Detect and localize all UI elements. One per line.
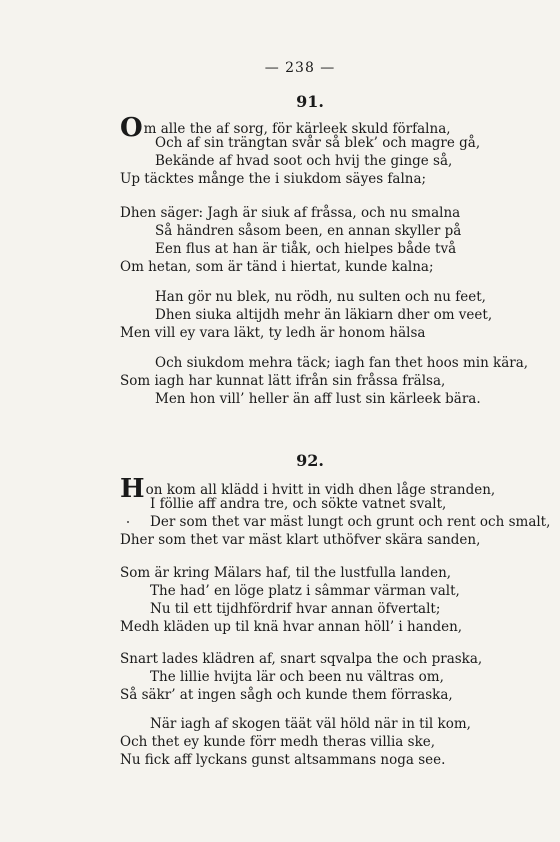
poem-line: Medh kläden up til knä hvar annan höll’ i handen, [120, 619, 463, 635]
poem-line: Han gör nu blek, nu rödh, nu sulten och nu feet, [155, 289, 486, 305]
poem-number: 92. [296, 451, 324, 470]
poem-line: Men vill ey vara läkt, ty ledh är honom hälsa [120, 325, 426, 341]
poem-line: Snart lades klädren af, snart sqvalpa the och praska, [120, 651, 483, 667]
poem-line: Der som thet var mäst lungt och grunt och rent och smalt, [150, 514, 551, 530]
poem-line: Så händren såsom been, en annan skyller på [155, 223, 462, 239]
poem-line: The had’ en löge platz i sâmmar värman valt, [150, 583, 460, 599]
poem-line: Och af sin trängtan svår så blek’ och magre gå, [155, 135, 481, 151]
poem-line: I föllie aff andra tre, och sökte vatnet svalt, [150, 496, 447, 512]
poem-line: Nu fick aff lyckans gunst altsammans noga see. [120, 752, 446, 768]
drop-cap: O [120, 113, 143, 143]
line-text: on kom all klädd i hvitt in vidh dhen låge stranden, [145, 482, 496, 498]
poem-line: Dher som thet var mäst klart uthöfver skära sanden, [120, 532, 481, 548]
ink-speck [127, 521, 129, 523]
poem-line: Men hon vill’ heller än aff lust sin kärleek bära. [155, 391, 481, 407]
poem-number: 91. [296, 92, 324, 111]
poem-line: Så säkr’ at ingen sågh och kunde them förraska, [120, 687, 453, 703]
page-number: — 238 — [264, 60, 336, 76]
poem-line: Up täcktes månge the i siukdom säyes falna; [120, 171, 427, 187]
drop-cap: H [120, 474, 145, 504]
poem-line: Som iagh har kunnat lätt ifrån sin fråssa frälsa, [120, 373, 446, 389]
poem-line: Dhen säger: Jagh är siuk af fråssa, och nu smalna [120, 205, 461, 221]
poem-line: The lillie hvijta lär och been nu vältras om, [150, 669, 444, 685]
poem-line: Bekände af hvad soot och hvij the ginge så, [155, 153, 453, 169]
poem-line: Och thet ey kunde förr medh theras villia ske, [120, 734, 436, 750]
poem-line: Dhen siuka altijdh mehr än läkiarn dher om veet, [155, 307, 493, 323]
poem-line: Och siukdom mehra täck; iagh fan thet hoos min kära, [155, 355, 529, 371]
poem-line: När iagh af skogen täät väl höld när in til kom, [150, 716, 471, 732]
poem-line: Nu til ett tijdhfördrif hvar annan öfvertalt; [150, 601, 441, 617]
poem-line: Een flus at han är tiåk, och hielpes både två [155, 241, 457, 257]
poem-line: Om hetan, som är tänd i hiertat, kunde kalna; [120, 259, 434, 275]
line-text: m alle the af sorg, för kärleek skuld förfalna, [143, 121, 451, 137]
poem-line: Som är kring Mälars haf, til the lustfulla landen, [120, 565, 452, 581]
